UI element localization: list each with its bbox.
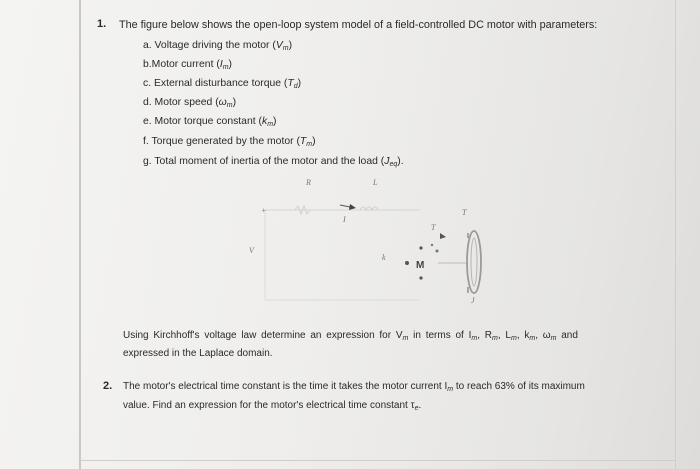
terminal-dot bbox=[419, 276, 422, 279]
circuit-diagram bbox=[240, 175, 500, 310]
question-2-text-cont: value. Find an expression for the motor's electrical time constant $\tau_e$. bbox=[123, 400, 422, 412]
inertia-label: J bbox=[471, 296, 475, 305]
question-2-text: The motor's electrical time constant is the time it takes the motor current $I_m$ to reach 63% of its maximum bbox=[123, 381, 585, 393]
torque-label: T bbox=[462, 208, 467, 217]
motor-label: M bbox=[416, 260, 425, 271]
question-1-number: 1. bbox=[97, 18, 107, 30]
question-1-instruction: Using Kirchhoff's voltage law determine an expression for $V_m$ in terms of $I_m$, $R_m$, $L_m$, $k_m$, $\omega_m$ and bbox=[123, 330, 578, 342]
disturbance-arrow bbox=[440, 233, 446, 239]
k-label: k bbox=[382, 253, 386, 262]
rotor-disk bbox=[467, 231, 481, 293]
page-border-left bbox=[79, 0, 81, 469]
plus-sign: + bbox=[261, 206, 267, 215]
param-item: g. Total moment of inertia of the motor and the load $(J_{eq})$. bbox=[143, 156, 404, 168]
terminal-dot bbox=[419, 246, 422, 249]
param-item: e. Motor torque constant $(k_m)$ bbox=[143, 116, 277, 128]
page-border-right bbox=[675, 0, 676, 469]
inductor-label: L bbox=[373, 178, 378, 187]
param-item: c. External disturbance torque $(T_d)$ bbox=[143, 78, 302, 90]
current-label: I bbox=[343, 215, 346, 224]
question-1-instruction-cont: expressed in the Laplace domain. bbox=[123, 348, 273, 359]
param-item: f. Torque generated by the motor $(T_m)$ bbox=[143, 136, 316, 148]
param-item: b.Motor current $(I_m)$ bbox=[143, 59, 233, 71]
param-item: d. Motor speed $(\omega_m)$ bbox=[143, 97, 237, 109]
question-1-intro: The figure below shows the open-loop system model of a field-controlled DC motor with parameters: bbox=[119, 19, 598, 31]
current-arrow bbox=[349, 204, 356, 210]
resistor-label: R bbox=[306, 178, 311, 187]
param-item: a. Voltage driving the motor $(V_m)$ bbox=[143, 40, 293, 52]
page-border-bottom bbox=[80, 460, 676, 461]
rotor-disk-inner bbox=[471, 238, 477, 286]
terminal-dot bbox=[405, 261, 409, 265]
dc-motor-circuit-figure bbox=[240, 175, 500, 310]
voltage-label: V bbox=[249, 246, 254, 255]
question-2-number: 2. bbox=[103, 380, 113, 392]
disturbance-label: T bbox=[431, 223, 436, 232]
